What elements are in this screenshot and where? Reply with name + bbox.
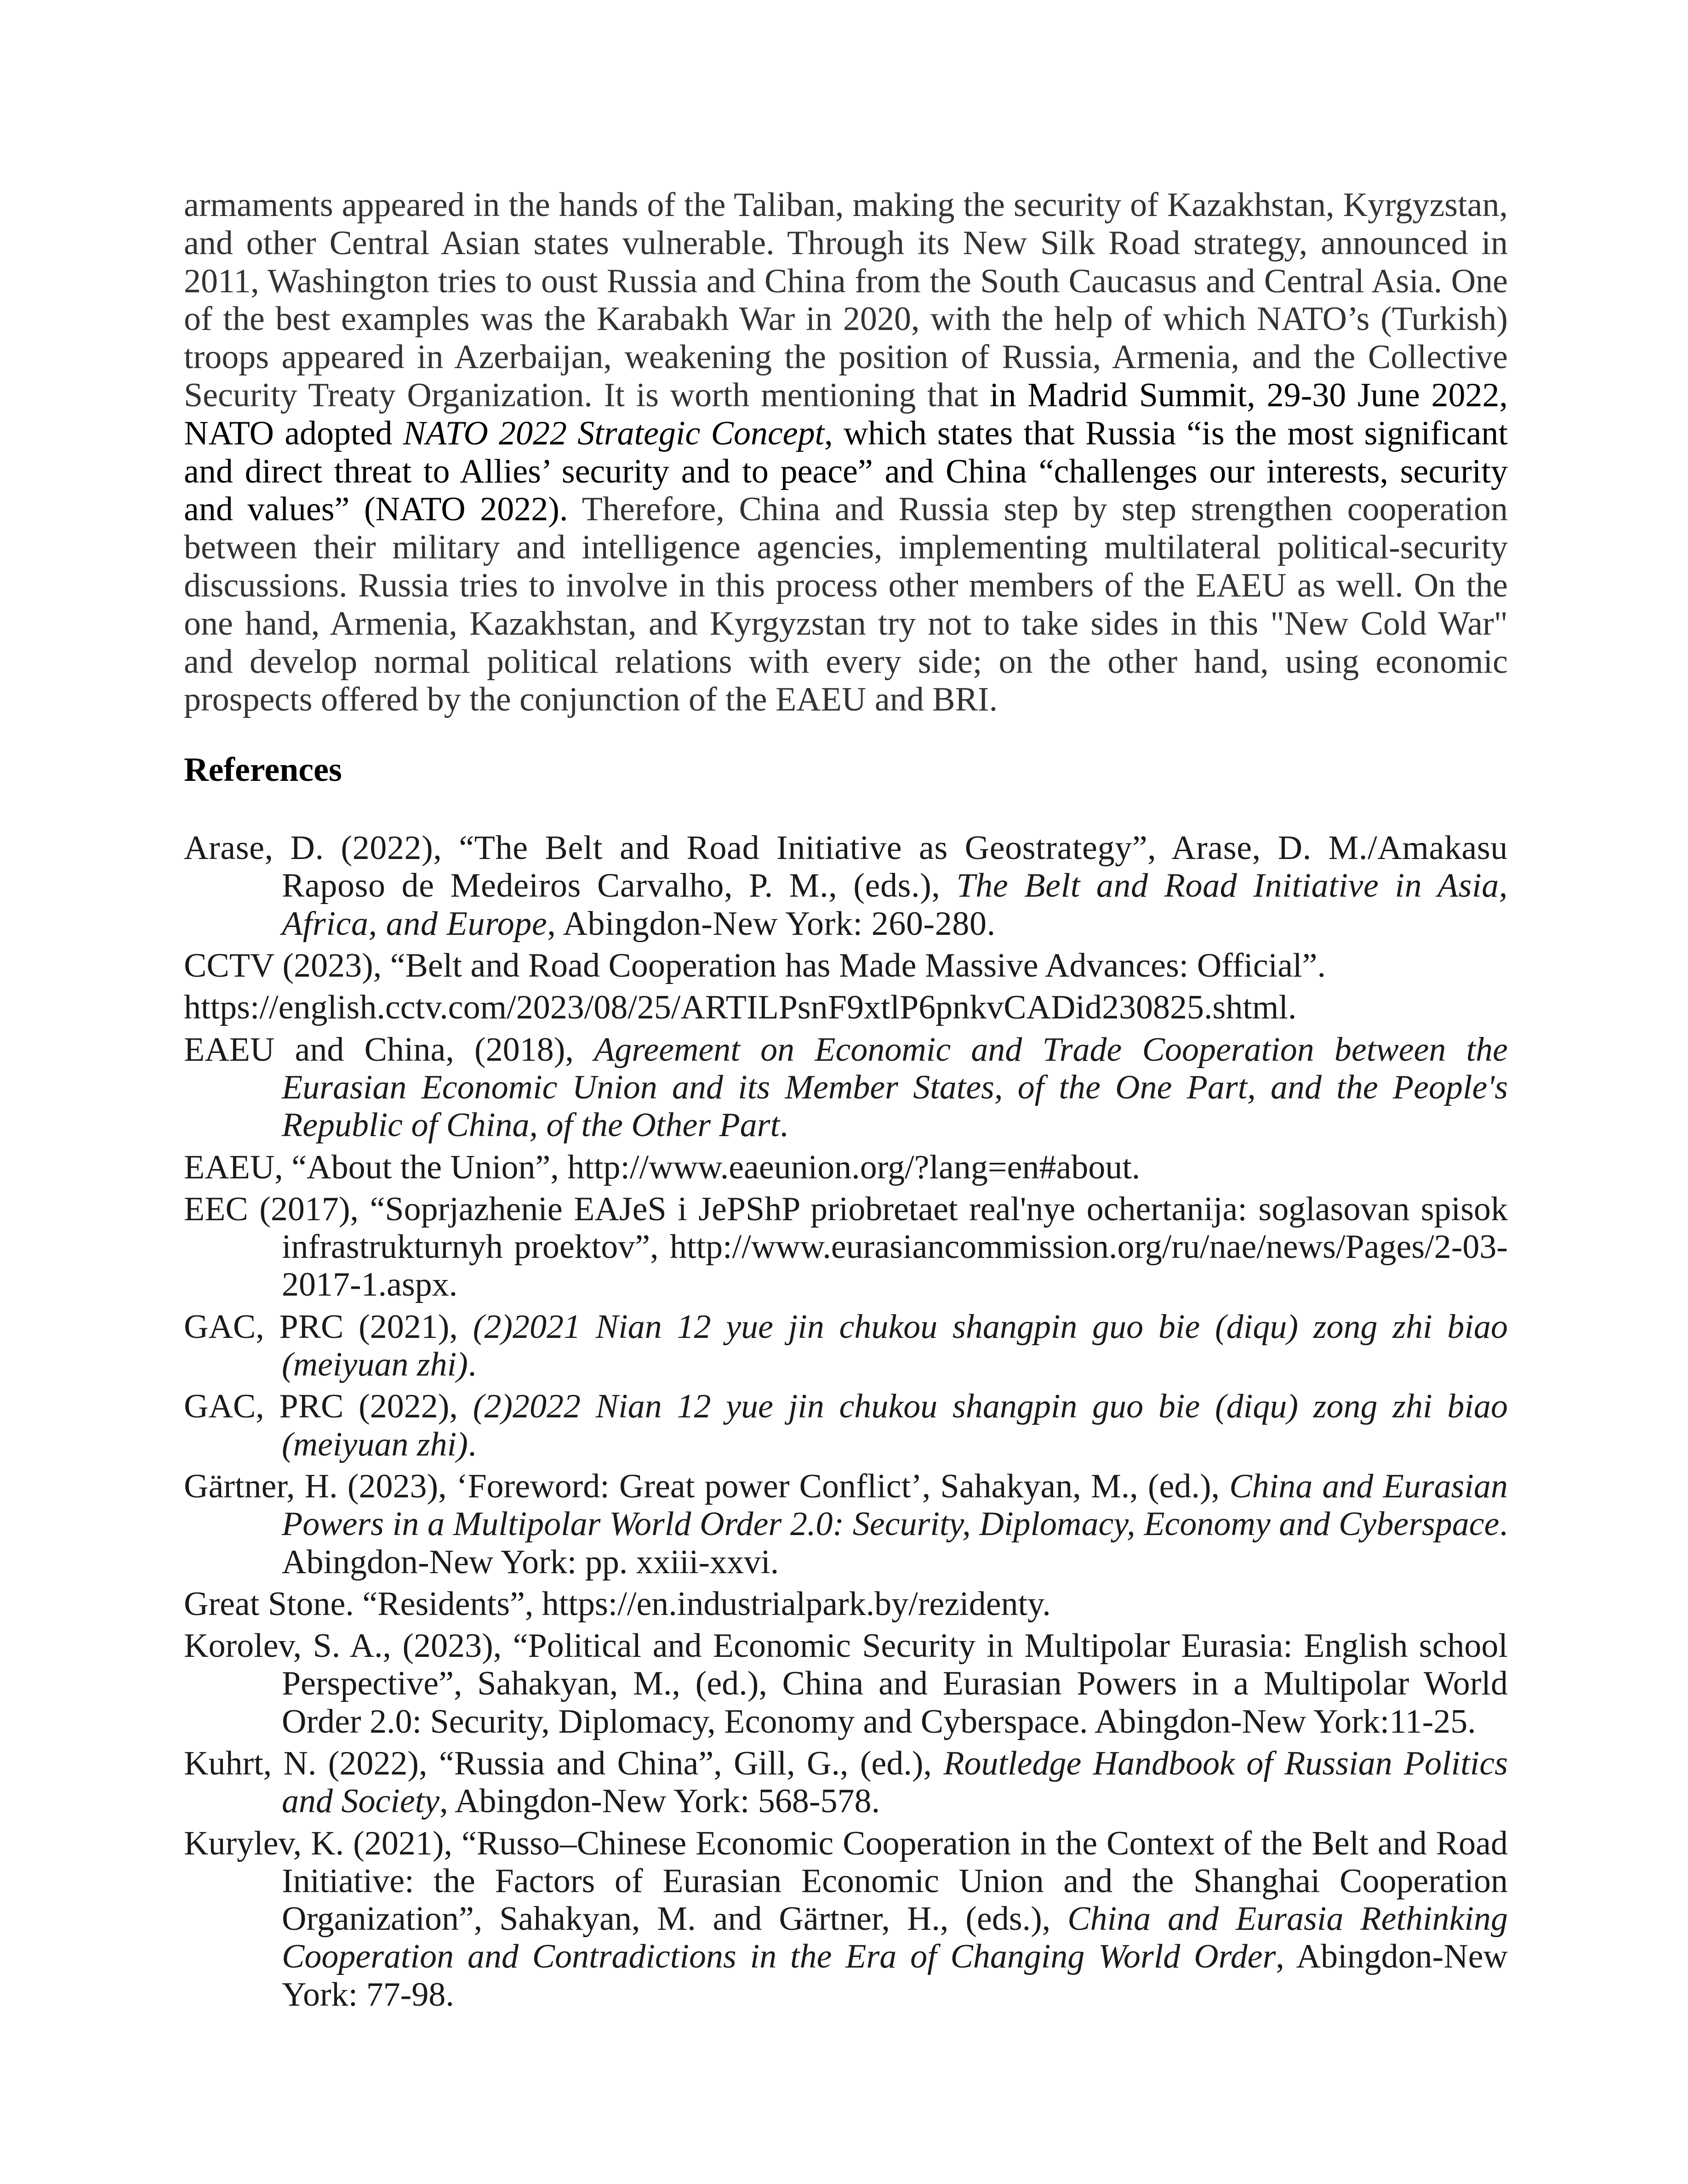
paragraph-text: in Madrid Summit, 29-30 June 2022, NATO adopted (184, 376, 1508, 452)
reference-item: Kuhrt, N. (2022), “Russia and China”, Gill, G., (ed.), Routledge Handbook of Russian Politics and Society, Abingdon-New York: 568-578. (184, 1744, 1508, 1820)
paragraph-text: Therefore, China and Russia step by step strengthen cooperation between their military and intelligence agencies, implementing multilateral political-security discussions. Russia tries to involve in this process other members of the EAEU as well. On the one hand, Armenia, Kazakhstan, and Kyrgyzstan try not to take sides in this "New Cold War" and develop normal political relations with every side; on the other hand, using economic prospects offered by the conjunction of the EAEU and BRI. (184, 490, 1508, 719)
paragraph-italic-title: NATO 2022 Strategic Concept (403, 414, 825, 452)
references-heading: References (184, 751, 342, 789)
reference-item: Arase, D. (2022), “The Belt and Road Initiative as Geostrategy”, Arase, D. M./Amakasu Raposo de Medeiros Carvalho, P. M., (eds.), The Belt and Road Initiative in Asia, Africa, and Europe, Abingdon-New York: 260-280. (184, 829, 1508, 943)
reference-item: EAEU and China, (2018), Agreement on Economic and Trade Cooperation between the Eurasian Economic Union and its Member States, of the One Part, and the People's Republic of China, of the Other Part. (184, 1030, 1508, 1144)
reference-item: Kurylev, K. (2021), “Russo–Chinese Economic Cooperation in the Context of the Belt and Road Initiative: the Factors of Eurasian Economic Union and the Shanghai Cooperation Organization”, Sahakyan, M. and Gärtner, H., (eds.), China and Eurasia Rethinking Cooperation and Contradictions in the Era of Changing World Order, Abingdon-New York: 77-98. (184, 1824, 1508, 2013)
reference-item: EAEU, “About the Union”, http://www.eaeunion.org/?lang=en#about. (184, 1148, 1141, 1186)
reference-item: CCTV (2023), “Belt and Road Cooperation has Made Massive Advances: Official”. (184, 947, 1326, 985)
reference-item: GAC, PRC (2021), (2)2021 Nian 12 yue jin chukou shangpin guo bie (diqu) zong zhi biao (meiyuan zhi). (184, 1308, 1508, 1384)
paragraph-text: , which states that Russia “is the most significant and direct threat to Allies’ security and to peace” and China “challenges our interests, security and values” (NATO 2022). (184, 414, 1508, 529)
reference-item: EEC (2017), “Soprjazhenie EAJeS i JePShP priobretaet real'nye ochertanija: soglasovan spisok infrastrukturnyh proektov”, http://www.eurasiancommission.org/ru/nae/news/Pages/2-03-2017-1.aspx. (184, 1190, 1508, 1304)
body-paragraph (184, 186, 1508, 719)
reference-item: GAC, PRC (2022), (2)2022 Nian 12 yue jin chukou shangpin guo bie (diqu) zong zhi biao (meiyuan zhi). (184, 1388, 1508, 1463)
reference-list (184, 829, 1508, 2013)
reference-item: Korolev, S. A., (2023), “Political and Economic Security in Multipolar Eurasia: English school Perspective”, Sahakyan, M., (ed.), China and Eurasian Powers in a Multipolar World Order 2.0: Security, Diplomacy, Economy and Cyberspace. Abingdon-New York:11-25. (184, 1627, 1508, 1740)
document-page (184, 186, 1508, 2018)
paragraph-text: armaments appeared in the hands of the Taliban, making the security of Kazakhstan, Kyrgyzstan, and other Central Asian states vulnerable. Through its New Silk Road strategy, announced in 2011, Washington tries to oust Russia and China from the South Caucasus and Central Asia. One of the best examples was the Karabakh War in 2020, with the help of which NATO’s (Turkish) troops appeared in Azerbaijan, weakening the position of Russia, Armenia, and the Collective Security Treaty Organization. It is worth mentioning that (184, 186, 1508, 414)
reference-item: Great Stone. “Residents”, https://en.industrialpark.by/rezidenty. (184, 1585, 1051, 1623)
reference-item: Gärtner, H. (2023), ‘Foreword: Great power Conflict’, Sahakyan, M., (ed.), China and Eurasian Powers in a Multipolar World Order 2.0: Security, Diplomacy, Economy and Cyberspace. Abingdon-New York: pp. xxiii-xxvi. (184, 1467, 1508, 1581)
reference-url: https://english.cctv.com/2023/08/25/ARTILPsnF9xtlP6pnkvCADid230825.shtml. (184, 989, 1297, 1027)
